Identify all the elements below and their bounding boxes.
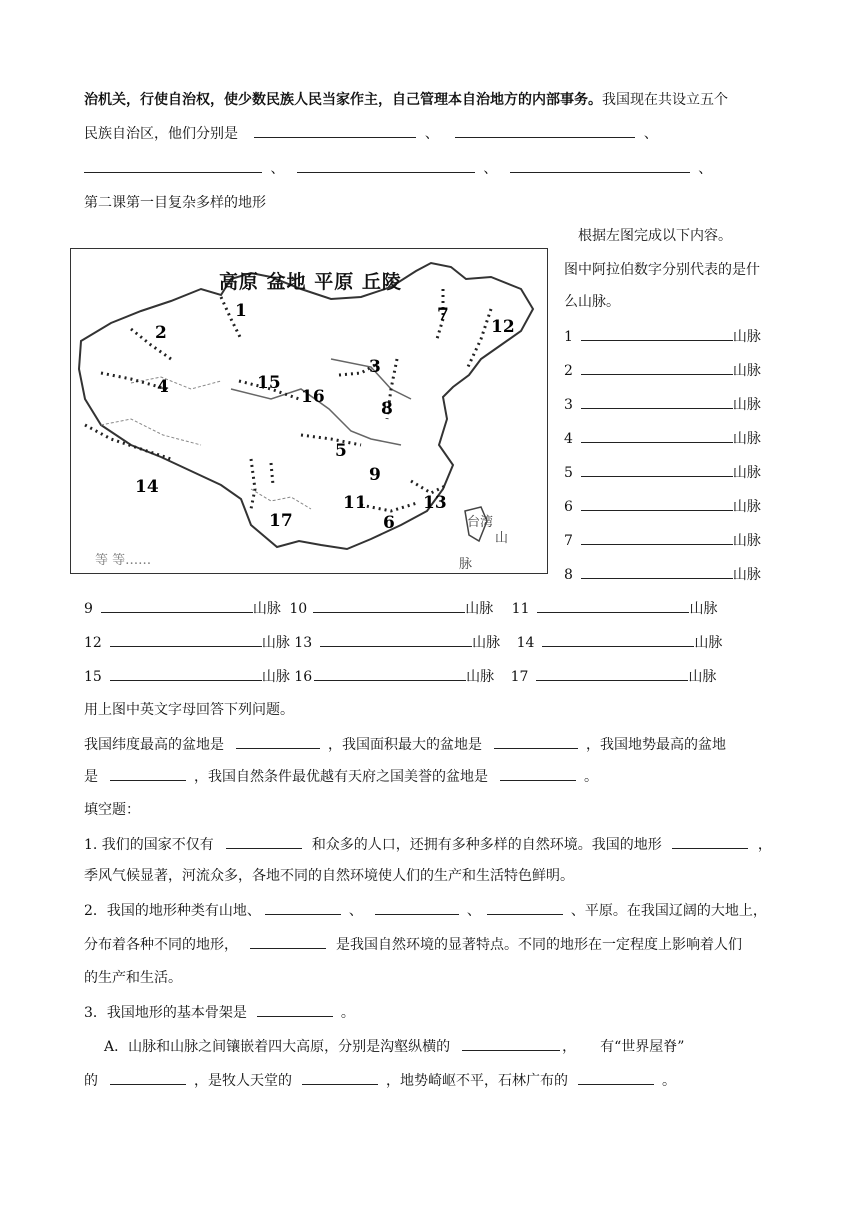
- qA-blank-4[interactable]: [578, 1070, 654, 1085]
- text: ，是牧人天堂的: [194, 1073, 292, 1089]
- suffix: 山脉: [261, 635, 290, 651]
- mountain-blank[interactable]: [581, 462, 733, 477]
- mountain-question-row: [564, 326, 761, 347]
- mountain-blank[interactable]: [581, 326, 733, 341]
- mountain-row-15-17: [84, 666, 716, 687]
- mountain-blank[interactable]: [110, 666, 262, 681]
- map-number: 1: [235, 301, 247, 321]
- mountain-blank[interactable]: [581, 564, 733, 579]
- text: 1. 我们的国家不仅有: [84, 837, 214, 853]
- map-number: 4: [157, 377, 169, 397]
- item-number: 16: [294, 669, 313, 685]
- text: 有“世界屋脊”: [600, 1039, 685, 1055]
- map-number: 2: [155, 323, 167, 343]
- right-instruction-3: 么山脉。: [564, 294, 620, 310]
- letters-question: 用上图中英文字母回答下列问题。: [84, 702, 294, 718]
- text: ，地势崎岖不平，石林广布的: [386, 1073, 568, 1089]
- text: 、: [348, 903, 363, 919]
- right-instruction-1: 根据左图完成以下内容。: [578, 228, 732, 244]
- taiwan-label: 台湾: [467, 515, 494, 530]
- mountain-blank[interactable]: [320, 632, 472, 647]
- item-number: 4: [564, 431, 573, 447]
- item-number: 9: [84, 601, 93, 617]
- item-number: 14: [516, 635, 535, 651]
- suffix: 山脉: [732, 465, 761, 481]
- q2-line-3: 的生产和生活。: [84, 970, 182, 986]
- mountain-row-9-11: [84, 598, 717, 619]
- suffix: 山脉: [732, 431, 761, 447]
- map-number: 3: [369, 357, 381, 377]
- qA-line-1: [104, 1036, 684, 1057]
- q2-blank-3[interactable]: [487, 900, 563, 915]
- text: ，我国面积最大的盆地是: [328, 737, 482, 753]
- taiwan-label: 脉: [459, 557, 473, 572]
- basin-blank-1[interactable]: [236, 734, 320, 749]
- sep: 、: [698, 161, 713, 177]
- q2-blank-4[interactable]: [250, 934, 326, 949]
- q2-blank-1[interactable]: [265, 900, 341, 915]
- map-number: 9: [369, 465, 381, 485]
- text: 的: [84, 1073, 98, 1089]
- item-number: 11: [511, 601, 530, 617]
- mountain-question-row: [564, 428, 761, 449]
- q1-blank-1[interactable]: [226, 834, 302, 849]
- item-number: 5: [564, 465, 573, 481]
- intro-line-1: [84, 90, 728, 110]
- suffix: 山脉: [732, 329, 761, 345]
- mountain-blank[interactable]: [536, 666, 688, 681]
- sep: 、: [424, 126, 439, 142]
- qA-blank-1[interactable]: [462, 1036, 560, 1051]
- basin-blank-3[interactable]: [110, 766, 186, 781]
- suffix: 山脉: [732, 567, 761, 583]
- suffix: 山脉: [252, 601, 281, 617]
- mountain-blank[interactable]: [537, 598, 689, 613]
- item-number: 17: [510, 669, 529, 685]
- intro-line-3: [84, 158, 712, 179]
- fill-title: 填空题：: [84, 802, 140, 818]
- qA-blank-2[interactable]: [110, 1070, 186, 1085]
- mountain-blank[interactable]: [581, 394, 733, 409]
- q3-line: [84, 1002, 355, 1023]
- region-blank-1[interactable]: [254, 123, 416, 138]
- mountain-blank[interactable]: [581, 428, 733, 443]
- map-number: 12: [491, 317, 515, 337]
- q1-blank-2[interactable]: [672, 834, 748, 849]
- text: A．山脉和山脉之间镶嵌着四大高原，分别是沟壑纵横的: [104, 1039, 451, 1055]
- suffix: 山脉: [261, 669, 290, 685]
- text: 。: [340, 1005, 355, 1021]
- map-legend: 等 等……: [95, 553, 152, 568]
- mountain-question-row: [564, 462, 761, 483]
- sep: 、: [270, 161, 285, 177]
- text: ，: [757, 837, 772, 853]
- suffix: 山脉: [466, 669, 495, 685]
- text: ，我国地势最高的盆地: [586, 737, 726, 753]
- map-number: 7: [437, 305, 449, 325]
- item-number: 13: [294, 635, 313, 651]
- intro-normal: 我国现在共设立五个: [602, 92, 728, 108]
- map-number: 17: [269, 511, 293, 531]
- map-number: 14: [135, 477, 159, 497]
- map-number: 5: [335, 441, 347, 461]
- text: 和众多的人口，还拥有多种多样的自然环境。我国的地形: [311, 837, 662, 853]
- mountain-question-row: [564, 530, 761, 551]
- region-blank-2[interactable]: [455, 123, 635, 138]
- item-number: 10: [289, 601, 308, 617]
- text: 、平原。在我国辽阔的大地上，: [570, 903, 767, 919]
- region-blank-4[interactable]: [297, 158, 475, 173]
- mountain-blank[interactable]: [314, 666, 466, 681]
- map-number: 8: [381, 399, 393, 419]
- item-number: 12: [84, 635, 102, 651]
- mountain-question-row: [564, 360, 761, 381]
- suffix: 山脉: [465, 601, 494, 617]
- item-number: 2: [564, 363, 573, 379]
- text: 。: [662, 1073, 676, 1089]
- qA-blank-3[interactable]: [302, 1070, 378, 1085]
- map-number: 16: [301, 387, 325, 407]
- item-number: 15: [84, 669, 102, 685]
- item-number: 6: [564, 499, 573, 515]
- q2-line-2: [84, 934, 742, 955]
- china-terrain-map: [70, 248, 548, 574]
- basin-blank-2[interactable]: [494, 734, 578, 749]
- right-instruction-2: 图中阿拉伯数字分别代表的是什: [564, 262, 760, 278]
- q2-blank-2[interactable]: [375, 900, 459, 915]
- region-blank-5[interactable]: [510, 158, 690, 173]
- text: 3．我国地形的基本骨架是: [84, 1005, 247, 1021]
- suffix: 山脉: [688, 669, 717, 685]
- item-number: 3: [564, 397, 573, 413]
- suffix: 山脉: [472, 635, 501, 651]
- map-number: 11: [343, 493, 367, 513]
- mountain-blank[interactable]: [581, 360, 733, 375]
- suffix: 山脉: [732, 397, 761, 413]
- map-title: 高原 盆地 平原 丘陵: [219, 271, 402, 293]
- map-number: 6: [383, 513, 395, 533]
- qA-line-2: [84, 1070, 676, 1091]
- mountain-blank[interactable]: [581, 496, 733, 511]
- mountain-blank[interactable]: [110, 632, 262, 647]
- text: 、: [466, 903, 481, 919]
- item-number: 8: [564, 567, 573, 583]
- mountain-blank[interactable]: [542, 632, 694, 647]
- suffix: 山脉: [732, 499, 761, 515]
- text: 是: [84, 769, 98, 785]
- taiwan-label: 山: [495, 531, 509, 546]
- mountain-blank[interactable]: [581, 530, 733, 545]
- q1-line-1: [84, 834, 772, 855]
- map-number: 13: [423, 493, 447, 513]
- mountain-question-row: [564, 496, 761, 517]
- text: ，我国自然条件最优越有天府之国美誉的盆地是: [194, 769, 488, 785]
- text: ，: [562, 1039, 577, 1055]
- mountain-row-12-14: [84, 632, 722, 653]
- sep: 、: [643, 126, 658, 142]
- suffix: 山脉: [732, 533, 761, 549]
- map-number: 15: [257, 373, 281, 393]
- suffix: 山脉: [689, 601, 718, 617]
- suffix: 山脉: [732, 363, 761, 379]
- text: 。: [584, 769, 598, 785]
- text: 我国纬度最高的盆地是: [84, 737, 224, 753]
- basin-blank-4[interactable]: [500, 766, 576, 781]
- mountain-question-row: [564, 564, 761, 585]
- suffix: 山脉: [694, 635, 723, 651]
- text: 2．我国的地形种类有山地、: [84, 903, 261, 919]
- mountain-blank[interactable]: [313, 598, 465, 613]
- sep: 、: [483, 161, 498, 177]
- section-title: 第二课第一目复杂多样的地形: [84, 195, 266, 211]
- mountain-question-row: [564, 394, 761, 415]
- intro-bold: 治机关，行使自治权，使少数民族人民当家作主，自己管理本自治地方的内部事务。: [84, 92, 602, 108]
- region-blank-3[interactable]: [84, 158, 262, 173]
- basin-question-line-1: [84, 734, 726, 755]
- q1-line-2: 季风气候显著，河流众多，各地不同的自然环境使人们的生产和生活特色鲜明。: [84, 868, 574, 884]
- mountain-blank[interactable]: [101, 598, 253, 613]
- intro-line2-prefix: 民族自治区，他们分别是: [84, 126, 238, 142]
- q3-blank[interactable]: [257, 1002, 333, 1017]
- text: 分布着各种不同的地形，: [84, 937, 238, 953]
- basin-question-line-2: [84, 766, 598, 787]
- q2-line-1: [84, 900, 767, 921]
- item-number: 7: [564, 533, 573, 549]
- item-number: 1: [564, 329, 573, 345]
- intro-line-2: [84, 123, 658, 144]
- text: 是我国自然环境的显著特点。不同的地形在一定程度上影响着人们: [336, 937, 742, 953]
